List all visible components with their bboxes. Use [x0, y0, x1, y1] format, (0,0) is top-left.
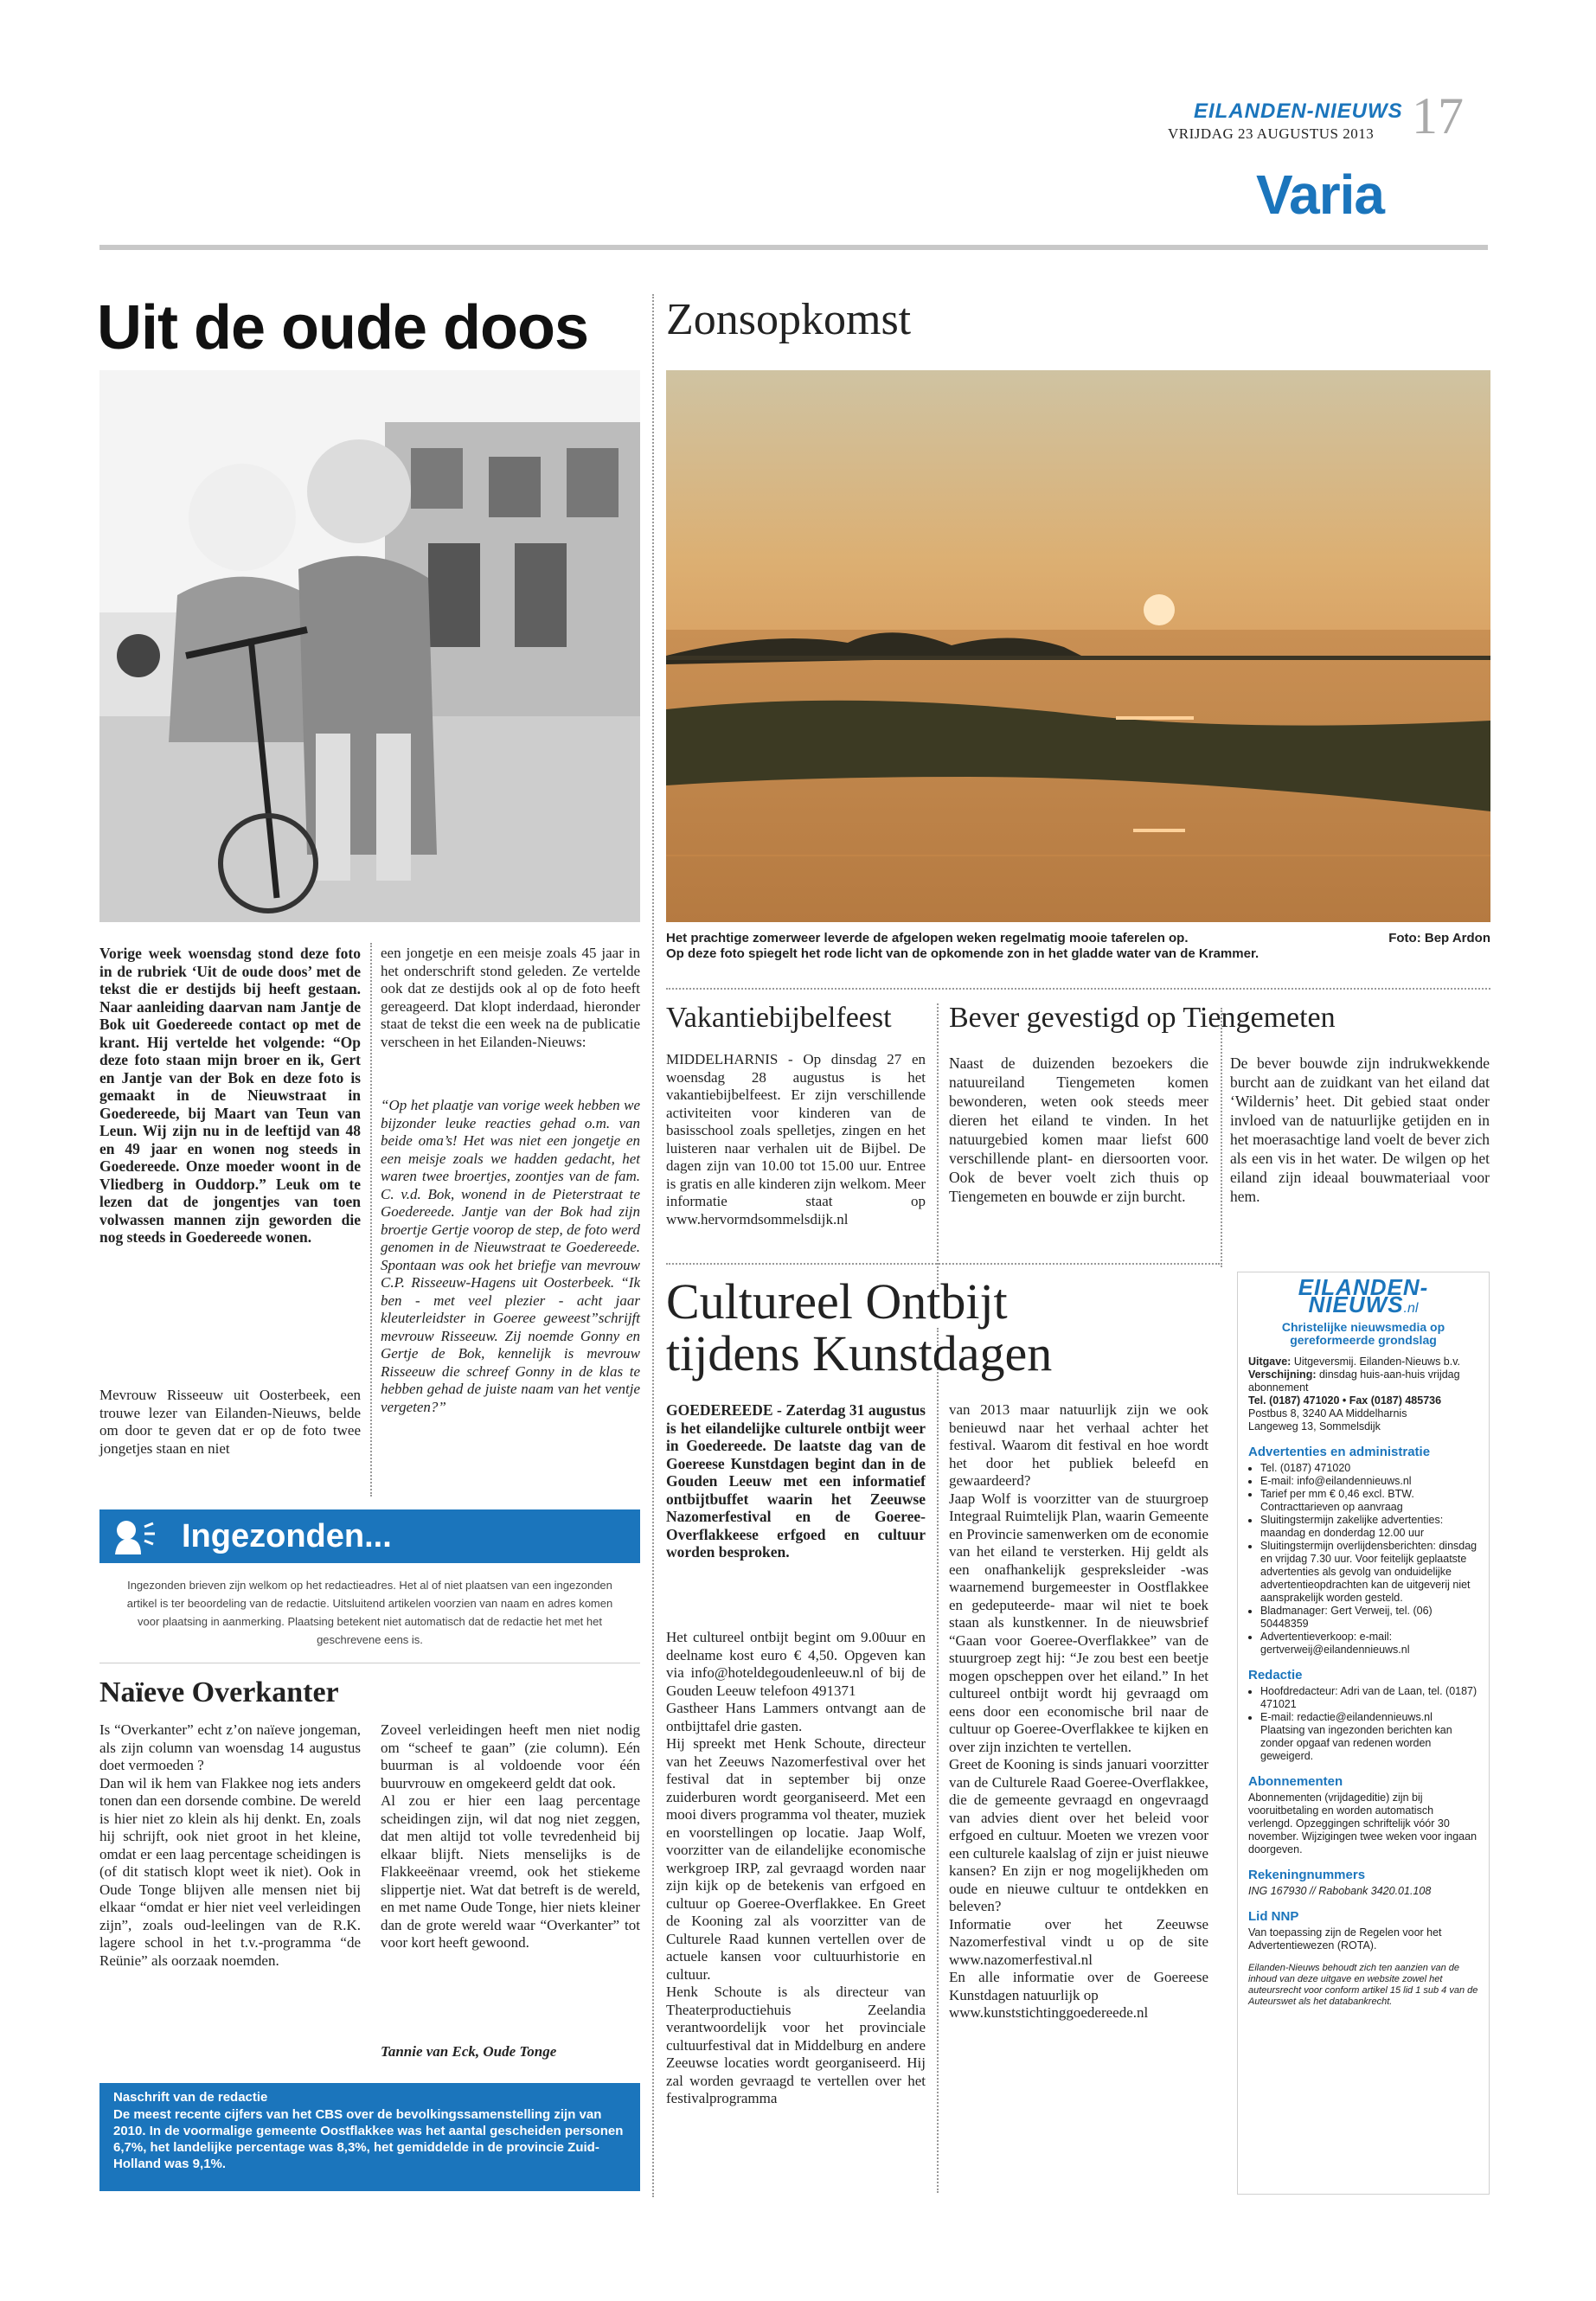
value: Uitgeversmij. Eilanden-Nieuws b.v. [1293, 1356, 1461, 1368]
column-divider [937, 1003, 939, 1289]
naschrift-box [99, 2083, 640, 2191]
page-number: 17 [1412, 87, 1464, 144]
colophon-item: • Bladmanager: Gert Verweij, tel. (06) 50448359 [1260, 1605, 1478, 1631]
column-divider [1221, 1008, 1222, 1267]
naschrift-body: De meest recente cijfers van het CBS over de bevolkingssamenstelling zijn van 2010. In de voormalige gemeente Oostflakkee was het aantal gescheiden personen 6,7%, het landelijke percentage was 8,3%, het gemiddelde in de provincie Zuid-Holland was 9,1%. [113, 2107, 624, 2171]
column-divider [937, 1328, 939, 2193]
article-body: MIDDELHARNIS - Op dinsdag 27 en woensdag 28 augustus is het vakantiebijbelfeest. Er zijn verschillende activiteiten voor kinderen van de basisschool zoals spelletjes, zingen en het luisteren naar verhalen uit de Bijbel. De dagen zijn van 10.00 tot 15.00 uur. Entree is gratis en alle kinderen zijn welkom. Meer informatie staat op www.hervormdsommelsdijk.nl [666, 1051, 926, 1227]
colophon-adres: Langeweg 13, Sommelsdijk [1248, 1420, 1381, 1433]
letter-signature: Tannie van Eck, Oude Tonge [381, 2043, 557, 2060]
title-line: tijdens Kunstdagen [666, 1325, 1053, 1381]
colophon-text: Van toepassing zijn de Regelen voor het Advertentiewezen (ROTA). [1248, 1926, 1442, 1952]
value: dinsdag huis-aan-huis vrijdag abonnement [1248, 1368, 1460, 1394]
photo-caption [666, 931, 1358, 962]
colophon-item: • E-mail: info@eilandennieuws.nl [1260, 1475, 1478, 1488]
colophon-item: • Sluitingstermijn overlijdensberichten: dinsdag en vrijdag 7.30 uur. Voor feitelijk geplaatste advertenties als gevolg van onduidelijke advertentieopdrachten kan de uitgeverij niet aansprakelijk worden gesteld. [1260, 1540, 1478, 1605]
column-divider [370, 943, 372, 1497]
colophon-item: • Sluitingstermijn zakelijke advertenties: maandag en donderdag 12.00 uur [1260, 1514, 1478, 1540]
label: Verschijning: [1248, 1368, 1317, 1381]
colophon-logo: EILANDEN-NIEUWS [1298, 1274, 1429, 1317]
caption-line: Op deze foto spiegelt het rode licht van de opkomende zon in het gladde water van de Krammer. [666, 946, 1259, 961]
section-divider [666, 988, 1490, 990]
letter-body: Zoveel verleidingen heeft men niet nodig om “scheef te gaan” (zie column). Eén buurman is al voldoende voor één buurvrouw en omgekeerd geldt dat ook. Al zou er hier een laag percentage scheidingen zijn, wil dat nog niet zeggen, dat men altijd tot volle tevredenheid bij elkaar blijft. Niets menselijks is de Flakkeeënaar vreemd, ook het stiekeme slippertje niet. Wat dat betreft is de wereld, en met name Oude Tonge, hier niets kleiner dan de grote wereld waar “Overkanter” tot voor kort heeft gewoond. [381, 1721, 640, 1951]
section-divider [666, 1263, 1220, 1265]
colophon-list [1248, 1685, 1478, 1763]
colophon-verschijning [1248, 1368, 1478, 1394]
colophon-logo-suffix: .nl [1403, 1301, 1419, 1316]
colophon-tel: Tel. (0187) 471020 • Fax (0187) 485736 [1248, 1394, 1442, 1407]
colophon-postbus: Postbus 8, 3240 AA Middelharnis [1248, 1407, 1407, 1420]
article-paragraph: Mevrouw Risseeuw uit Oosterbeek, een trouwe lezer van Eilanden-Nieuws, belde om door te geven dat er op de foto twee jongetjes staan en niet [99, 1387, 361, 1457]
colophon-tagline: Christelijke nieuwsmedia op gereformeerde grondslag [1281, 1320, 1445, 1347]
article-body: Naast de duizenden bezoekers die natuureiland Tiengemeten komen bewonderen, weten ook steeds meer dieren het eiland te vinden. In het natuurgebied komen maar liefst 600 verschillende plant- en diersoorten voor. Ook de bever voelt zich thuis op Tiengemeten en bouwde er zijn burcht. [949, 1054, 1208, 1205]
article-body: van 2013 maar natuurlijk zijn we ook benieuwd naar het verhaal achter het festival. Waarom dit festival en hoe wordt het door het publiek beleefd en gewaardeerd? Jaap Wolf is voorzitter van de stuurgroep Integraal Ruimtelijk Plan, waarin Gemeente en Provincie samenwerken om de economie van het eiland te versterken. Hij geldt als een onafhankelijk gespreksleider -was waarnemend burgemeester in Oostflakkee en gedeputeerde- maar wil niet te boek staan als kunstkenner. In de nieuwsbrief “Gaan voor Goeree-Overflakkee” van de stuurgroep zegt hij: “Je zou best een beetje mogen opscheppen over het eiland.” In het cultureel ontbijt wordt hij gevraagd om eens door een economische bril naar de cultuur op Goeree-Overflakkee te kijken en over zijn inzichten te vertellen. Greet de Kooning is sinds januari voorzitter van de Culturele Raad Goeree-Overflakkee, die de gemeente gevraagd en ongevraagd van advies dient over het beleid voor erfgoed en cultuur. Moeten we vrezen voor een culturele kaalslag of zijn er juist nieuwe kansen? En zijn er nog mogelijkheden om oude en nieuwe cultuur te ontdekken en beleven? Informatie over het Zeeuwse Nazomerfestival vindt u op de site www.nazomerfestival.nl En alle informatie over de Goereese Kunstdagen natuurlijk op www.kunststichtinggoedereede.nl [949, 1401, 1208, 2021]
speech-icon [112, 1518, 157, 1559]
colophon-heading: Lid NNP [1248, 1909, 1299, 1924]
caption-line: Het prachtige zomerweer leverde de afgelopen weken regelmatig mooie taferelen op. [666, 931, 1189, 945]
colophon-footer: Eilanden-Nieuws behoudt zich ten aanzien van de inhoud van deze uitgave en website zowel het auteursrecht voor conform artikel 15 lid 1 sub 4 van de Auteurswet als het databankrecht. [1248, 1963, 1478, 2007]
colophon-item: • Advertentieverkoop: e-mail: gertverweij@eilandennieuws.nl [1260, 1631, 1478, 1657]
colophon-uitgave [1248, 1356, 1478, 1368]
colophon-heading: Abonnementen [1248, 1774, 1343, 1789]
colophon-heading: Redactie [1248, 1668, 1303, 1682]
colophon-item: • E-mail: redactie@eilandennieuws.nl Plaatsing van ingezonden berichten kan zonder opgaaf van redenen worden geweigerd. [1260, 1711, 1478, 1763]
naschrift-title: Naschrift van de redactie [113, 2090, 268, 2105]
colophon-item: • Tel. (0187) 471020 [1260, 1462, 1478, 1475]
title-line: Cultureel Ontbijt [666, 1273, 1008, 1330]
old-photo [99, 370, 640, 922]
colophon-text: Abonnementen (vrijdageditie) zijn bij vooruitbetaling en worden automatisch verlengd. Opzeggingen schriftelijk vóór 30 november. Wijzigingen twee weken voor ingaan doorgeven. [1248, 1791, 1477, 1856]
issue-date: VRIJDAG 23 AUGUSTUS 2013 [1168, 125, 1375, 142]
ingezonden-notice: Ingezonden brieven zijn welkom op het redactieadres. Het al of niet plaatsen van een ingezonden artikel is ter beoordeling van de redactie. Uitsluitend artikelen voorzien van naam en adres komen voor plaatsing in aanmerking. Plaatsing betekent niet automatisch dat de redactie het met het geschrevene eens is. [126, 1579, 613, 1646]
sunrise-photo [666, 370, 1490, 922]
label: Uitgave: [1248, 1356, 1292, 1368]
masthead-logo: EILANDEN-NIEUWS [1194, 99, 1403, 123]
letter-body: Is “Overkanter” echt z’on naïeve jongeman, als zijn column van woensdag 14 augustus doet vermoeden ? Dan wil ik hem van Flakkee nog iets anders tonen dan een dorsende combine. De wereld is hier niet zo klein als hij denkt. En, zoals hij schrijft, ook niet groot in het kleine, omdat er een laag percentage scheidingen is (of dit statisch klopt weet ik niet). Ook in Oude Tonge blijven alle mensen niet bij elkaar “omdat er hier niet veel verleidingen zijn”, zoals oud-leelingen van de R.K. lagere school in het t.v.-programma “de Reünie” als oorzaak noemden. [99, 1721, 361, 1969]
article-lead: GOEDEREEDE - Zaterdag 31 augustus is het eilandelijke culturele ontbijt weer in Goedereede. De laatste dag van de Goereese Kunstdagen begint dan in de Gouden Leeuw met een informatief ontbijtbuffet waarin het Zeeuwse Nazomerfestival en de Goeree-Overflakkeese erfgoed en cultuur worden besproken. [666, 1401, 926, 1561]
section-title: Varia [1255, 163, 1384, 226]
ingezonden-banner [99, 1509, 640, 1563]
banner-title: Ingezonden... [182, 1518, 392, 1554]
colophon-text: ING 167930 // Rabobank 3420.01.108 [1248, 1885, 1432, 1897]
header-rule [99, 245, 1488, 250]
colophon-item: • Tarief per mm € 0,46 excl. BTW. Contracttarieven op aanvraag [1260, 1488, 1478, 1514]
colophon-box [1237, 1272, 1490, 2195]
colophon-list [1248, 1462, 1478, 1657]
article-title: Zonsopkomst [666, 295, 912, 344]
article-title: Vakantiebijbelfeest [666, 1002, 892, 1034]
photo-credit: Foto: Bep Ardon [1388, 931, 1490, 945]
article-title: Bever gevestigd op Tiengemeten [949, 1002, 1336, 1034]
article-title [666, 1273, 1053, 1381]
article-body: De bever bouwde zijn indrukwekkende burcht aan de zuidkant van het eiland dat ‘Wildernis’ heet. Dit gebied staat onder invloed van de natuurlijke getijden en in het moerasachtige land voelt de bever zich als een vis in het water. De wilgen op het eiland zijn ideaal bouwmateriaal voor hem. [1230, 1054, 1490, 1205]
article-lead: Vorige week woensdag stond deze foto in de rubriek ‘Uit de oude doos’ met de tekst die er destijds bij heeft gestaan. Naar aanleiding daarvan nam Jantje de Bok uit Goedereede contact op met de krant. Hij vertelde het volgende: “Op deze foto staan mijn broer en ik, Gert en Jantje van der Bok en deze foto is gemaakt in de Nieuwstraat in Goedereede, bij Maart van Teun van Leun. Wij zijn nu in de leeftijd van 48 en 49 jaar en wonen nog steeds in Goedereede. Onze moeder woont in de Vliedberg in Ouddorp.” Leuk om te lezen dat de jongentjes van toen volwassen mannen zijn geworden die nog steeds in Goedereede wonen. [99, 945, 361, 1246]
colophon-heading: Rekeningnummers [1248, 1868, 1366, 1882]
article-title: Uit de oude doos [97, 293, 588, 362]
column-divider [652, 294, 654, 2197]
article-body: Het cultureel ontbijt begint om 9.00uur en deelname kost euro € 4,50. Opgeven kan via info@hoteldegoudenleeuw.nl of bij de Gouden Leeuw telefoon 491371 Gastheer Hans Lammers ontvangt aan de ontbijttafel drie gasten. Hij spreekt met Henk Schoute, directeur van het Zeeuws Nazomerfestival over het festival dat in september bij onze zuiderburen wordt georganiseerd. Met een mooi divers programma vol theater, muziek en voorstellingen op locatie. Jaap Wolf, voorzitter van de eilandelijke economische werkgroep IRP, zal gevraagd worden naar zijn kijk op de betekenis van erfgoed en cultuur op Goeree-Overflakkee. En Greet de Kooning zal als voorzitter van de Culturele Raad kunnen vertellen over de actuele kansen voor cultuurhistorie en cultuur. Henk Schoute is als directeur van Theaterproductiehuis Zeelandia verantwoordelijk voor het provinciale cultuurfestival dat in Middelburg en andere Zeeuwse locaties wordt georganiseerd. Hij zal worden gevraagd te vertellen over het festivalprogramma [666, 1629, 926, 2106]
colophon-heading: Advertenties en administratie [1248, 1445, 1431, 1459]
article-paragraph: een jongetje en een meisje zoals 45 jaar in het onderschrift stond geleden. Ze vertelde ook dat ze destijds ook al op de foto heeft gereageerd. Dat klopt inderdaad, hieronder staat de tekst die een week na de publicatie verscheen in het Eilanden-Nieuws: [381, 945, 640, 1050]
article-quote: “Op het plaatje van vorige week hebben we bijzonder leuke reacties gehad o.m. van beide oma’s! Het was niet een jongetje en een meisje zoals we hadden gedacht, het waren twee broertjes, zoontjes van de fam. C. v.d. Bok, wonend in de Pieterstraat te Goedereede. Jantje van der Bok had zijn broertje Gertje voorop de step, de foto werd genomen in de Nieuwstraat te Goedereede. Spontaan was ook het briefje van mevrouw C.P. Risseeuw-Hagens uit Oosterbeek. “Ik ben - met veel plezier - acht jaar kleuterleidster in Goeree geweest”schrijft mevrouw Risseeuw. Zij noemde Gonny en Gertje de Bok, kennelijk is mevrouw Risseeuw die schreef Gonny in de klas te hebben gehad de juiste naam van het ventje vergeten?” [381, 1097, 640, 1415]
colophon-item: • Hoofdredacteur: Adri van de Laan, tel. (0187) 471021 [1260, 1685, 1478, 1711]
letter-title: Naïeve Overkanter [99, 1676, 339, 1708]
